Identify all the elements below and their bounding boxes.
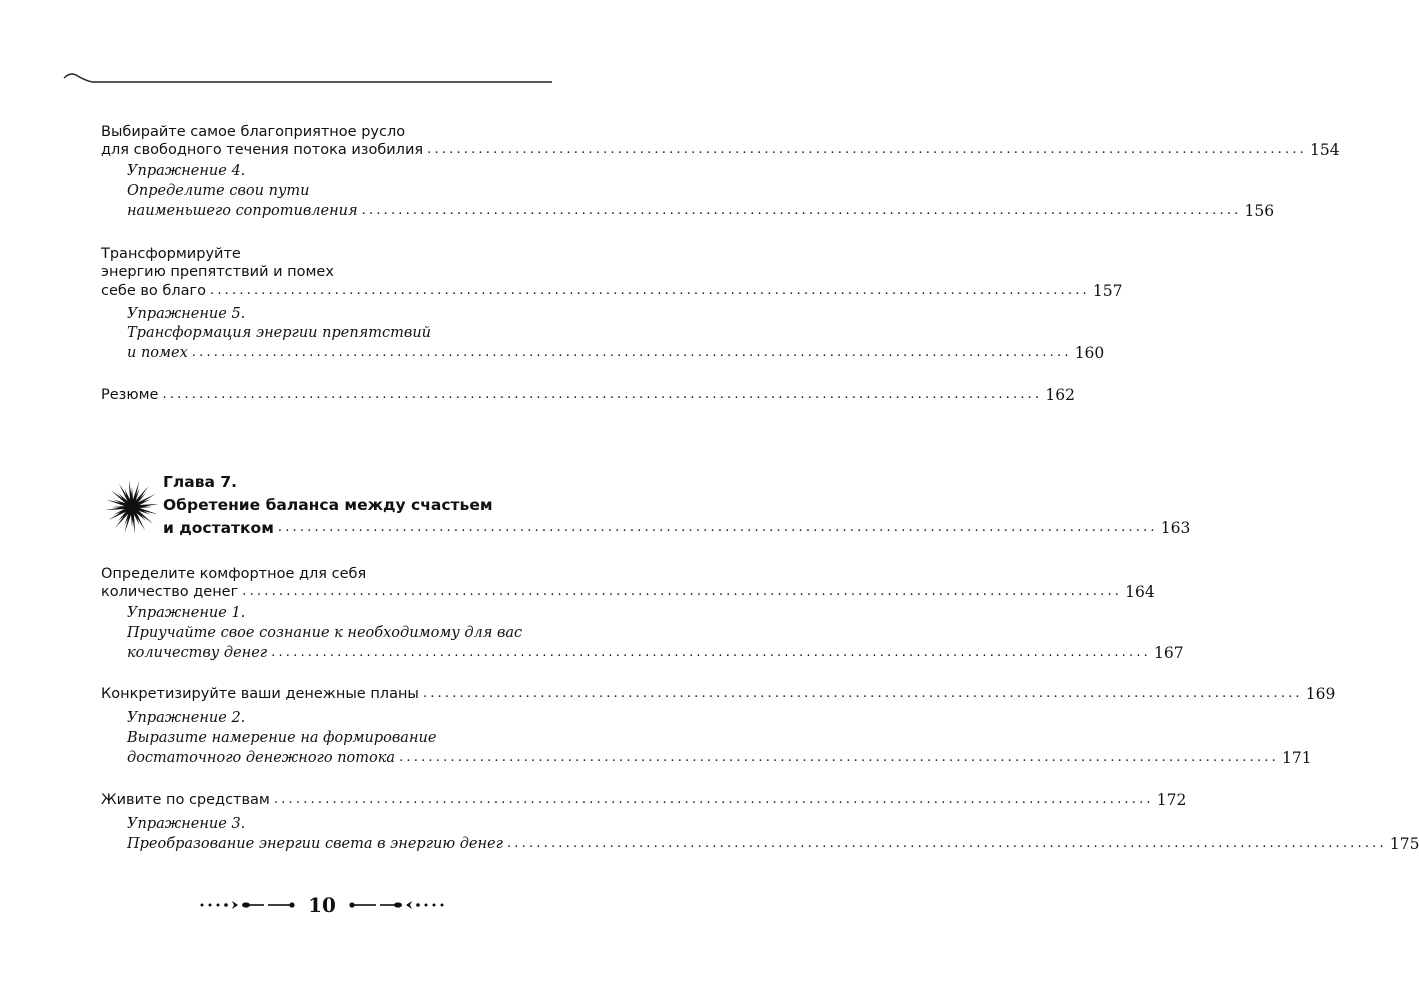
toc-entry-title: Приучайте свое сознание к необходимому для вас [127,625,523,641]
toc-page-number: 160 [1074,344,1105,362]
dot-leader: ........................................................................................................................ [506,836,1387,851]
left-ornament-icon [198,899,298,911]
dot-leader: ........................................................................................................................ [209,283,1090,298]
right-ornament-icon [346,899,446,911]
toc-page-number: 171 [1281,749,1312,767]
dot-leader: ........................................................................................................................ [427,142,1307,157]
starburst-icon [103,478,161,536]
toc-chapter-line [163,493,551,515]
toc-entry-title: Упражнение 5. [127,306,246,322]
toc-section-line [101,383,1075,405]
toc-page-number: 163 [1160,519,1191,537]
toc-exercise-line [127,159,551,181]
toc-entry-title: и достатком [163,519,274,537]
toc-page-number: 154 [1310,141,1340,159]
dot-leader: ........................................................................................................................ [399,750,1279,765]
toc-entry-title: количеству денег [127,645,268,661]
toc-chapter-line [163,516,1191,538]
toc-section-line [101,279,1123,301]
toc-entry-title: Глава 7. [163,473,238,491]
toc-page-number: 164 [1125,583,1155,601]
dot-leader: ........................................................................................................................ [422,686,1303,701]
toc-exercise-line [127,621,551,643]
toc-entry-title: количество денег [101,584,239,600]
toc-page-number: 169 [1305,685,1336,703]
toc-entry-title: Живите по средствам [101,792,270,808]
toc-entry-title: Определите комфортное для себя [101,566,367,582]
toc-exercise-line [127,341,1105,363]
toc-exercise-line [127,199,1275,221]
toc-entry-title: Упражнение 1. [127,605,246,621]
toc-entry-title: Упражнение 4. [127,163,246,179]
toc-entry-title: Определите свои пути [127,183,310,199]
toc-entry-title: Преобразование энергии света в энергию денег [127,836,503,852]
toc-entry-title: Упражнение 3. [127,816,246,832]
dot-leader: ........................................................................................................................ [191,345,1072,360]
toc-entry-title: себе во благо [101,283,206,299]
toc-exercise-line [127,179,551,201]
toc-section-line [101,580,1155,602]
toc-entry-title: наименьшего сопротивления [127,203,358,219]
toc-entry-title: Обретение баланса между счастьем [163,496,493,514]
toc-section-line [101,788,1187,810]
dot-leader: ........................................................................................................................ [273,792,1154,807]
page-footer [0,893,644,917]
toc-entry-title: достаточного денежного потока [127,750,396,766]
toc-exercise-line [127,726,551,748]
dot-leader: ........................................................................................................................ [242,584,1123,599]
toc-entry-title: Упражнение 2. [127,710,246,726]
toc-page-number: 167 [1154,644,1184,662]
header-rule-ornament [62,70,562,86]
toc-exercise-line [127,706,551,728]
dot-leader: ........................................................................................................................ [277,520,1158,535]
dot-leader: ........................................................................................................................ [162,387,1043,402]
toc-entry-title: для свободного течения потока изобилия [101,142,424,158]
toc-entry-title: и помех [127,345,188,361]
toc-entry-title: Резюме [101,387,159,403]
toc-page-number: 172 [1156,791,1187,809]
toc-page-number: 157 [1092,282,1123,300]
toc-entry-title: Трансформируйте [101,246,241,262]
toc-page-number: 175 [1389,835,1419,853]
page-number: 10 [308,893,336,917]
toc-entry-title: Выразите намерение на формирование [127,730,437,746]
toc-section-line [101,682,1336,704]
toc-entry-title: энергию препятствий и помех [101,264,334,280]
dot-leader: ........................................................................................................................ [271,645,1152,660]
toc-exercise-line [127,746,1312,768]
toc-page-number: 162 [1045,386,1075,404]
toc-page-number: 156 [1244,202,1275,220]
toc-exercise-line [127,832,1419,854]
toc-section-line [101,138,1340,160]
dot-leader: ........................................................................................................................ [361,203,1242,218]
toc-exercise-line [127,812,551,834]
toc-entry-title: Конкретизируйте ваши денежные планы [101,686,419,702]
toc-entry-title: Трансформация энергии препятствий [127,325,431,341]
toc-exercise-line [127,641,1184,663]
toc-chapter-line [163,470,551,492]
toc-entry-title: Выбирайте самое благоприятное русло [101,124,406,140]
toc-exercise-line [127,601,551,623]
toc-exercise-line [127,321,551,343]
